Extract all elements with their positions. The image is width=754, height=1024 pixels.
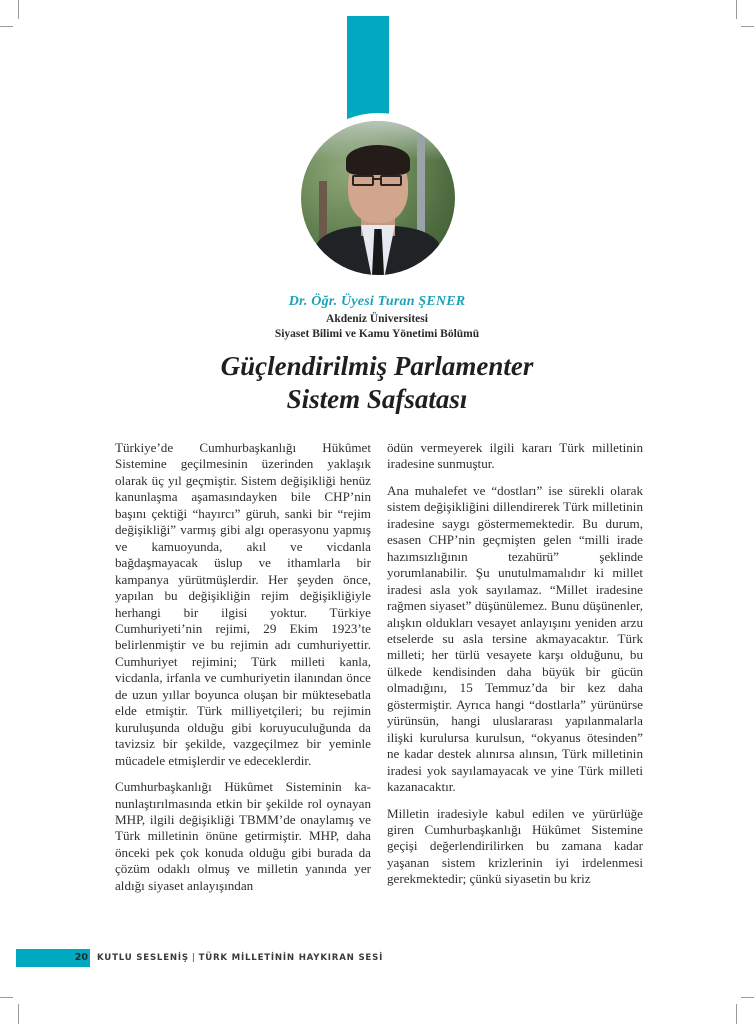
author-university: Akdeniz Üniversitesi — [326, 313, 428, 325]
author-name: Dr. Öğr. Üyesi Turan ŞENER — [288, 294, 466, 309]
crop-mark — [736, 1004, 737, 1024]
crop-mark — [18, 1004, 19, 1024]
author-affiliation — [0, 312, 754, 342]
crop-mark — [736, 0, 737, 19]
article-title — [0, 350, 754, 416]
article-column-right — [387, 440, 643, 898]
header-accent-bar — [347, 16, 389, 126]
crop-mark — [0, 997, 13, 998]
author-photo — [301, 121, 455, 275]
article-column-left — [115, 440, 371, 904]
article-title-line-1: Güçlendirilmiş Parlamenter — [220, 351, 534, 381]
article-title-line-2: Sistem Safsatası — [286, 384, 468, 414]
paragraph: ödün vermeyerek ilgili kararı Türk milletinin iradesine sunmuştur. — [387, 440, 643, 472]
page-number: 20 — [74, 952, 88, 963]
glasses-icon — [352, 175, 404, 187]
footer-running-title — [97, 950, 383, 966]
crop-mark — [18, 0, 19, 19]
paragraph: Milletin iradesiyle kabul edilen ve yürürlüğe giren Cumhurbaşkanlığı Hükûmet Sistemine geçişi değerlendirilirken bu zamana kadar yaşanan sistem krizlerinin iyi irdelenmesi gerekmektedir; çünkü siyasetin bu kriz — [387, 805, 643, 887]
crop-mark — [741, 26, 754, 27]
crop-mark — [741, 997, 754, 998]
author-department: Siyaset Bilimi ve Kamu Yönetimi Bölümü — [274, 328, 480, 340]
magazine-tagline: TÜRK MİLLETİNİN HAYKIRAN SESİ — [198, 953, 384, 963]
paragraph: Ana muhalefet ve “dostları” ise sürekli olarak sistem değişikliğini dillendirerek Türk milletinin iradesine saygı göstermemektedir. Bu durum, esasen CHP’nin geçmişten gelen “milli irade hazımsızlığının tezahürü” şeklinde yorumlanabilir. Şu unutulmamalıdır ki millet iradesi asla yok sayılamaz. “Millet iradesine rağmen siyaset” düşünülemez. Bunu düşünenler, alışkın oldukları vesayet anlayışını yeniden arzu etselerde su asla tersine akmayacaktır. Türk milleti; her türlü vesayete karşı olduğunu, bu ülkede kendisinden daha büyük bir gücün olmadığını, 15 Temmuz’da bir kez daha göstermiştir. Ayrıca hangi “dostlarla” yürünürse yürünsün, hangi uluslararası yapılanmalarla ilişki kurulursa kurulsun, “okyanus ötesinden” ne kadar destek alınırsa alınsın, Türk milletinin iradesi yok sayılamayacak ve yine Türk milleti kazanacaktır. — [387, 482, 643, 795]
paragraph: Türkiye’de Cumhurbaşkanlığı Hükûmet Sistemine geçilmesinin üzerinden yaklaşık olarak üç yıl geçmiştir. Sistem değişikliği henüz kanunlaşma aşamasındayken bile CHP’nin başını çektiği “hayırcı” güruh, sanki bir “rejim değişikliği” varmış gibi algı operasyonu yapmış ve kamuoyunda, akıl ve vicdanla bağdaşmayacak üslup ve ithamlarla bir kampanya yürütmüşlerdir. Her şeyden önce, yapılan bu değişikliğin rejim değişikliğiyle herhangi bir ilgisi yoktur. Türkiye Cumhuriyeti’nin rejimi, 29 Ekim 1923’te belirlenmiştir ve bu rejimin adı cumhuriyettir. Cumhuriyet rejimini; Türk milleti kanla, vicdanla, irfanla ve cumhuriyetin ilanından önce de uzun yıllar boyunca oluşan bir müktesebatla elde etmiştir. Türk milliyetçileri; bu rejimin kuruluşunda olduğu gibi koruyuculuğunda da tavizsiz bir şekilde, vazgeçilmez bir yeminle mücadele etmişlerdir ve edeceklerdir. — [115, 440, 371, 768]
paragraph: Cumhurbaşkanlığı Hükûmet Sisteminin kanunlaştırılmasında etkin bir şekilde rol oynayan MHP, ilgili değişikliği TBMM’de onaylamış ve Türk milletinin önüne getirmiştir. MHP, daha önceki pek çok konuda olduğu gibi burada da çözüm odaklı olmuş ve milletin yanında yer aldığı siyaset anlayışından — [115, 779, 371, 893]
footer-separator: | — [191, 953, 196, 963]
crop-mark — [0, 26, 13, 27]
magazine-name: KUTLU SESLENİŞ — [97, 953, 189, 963]
